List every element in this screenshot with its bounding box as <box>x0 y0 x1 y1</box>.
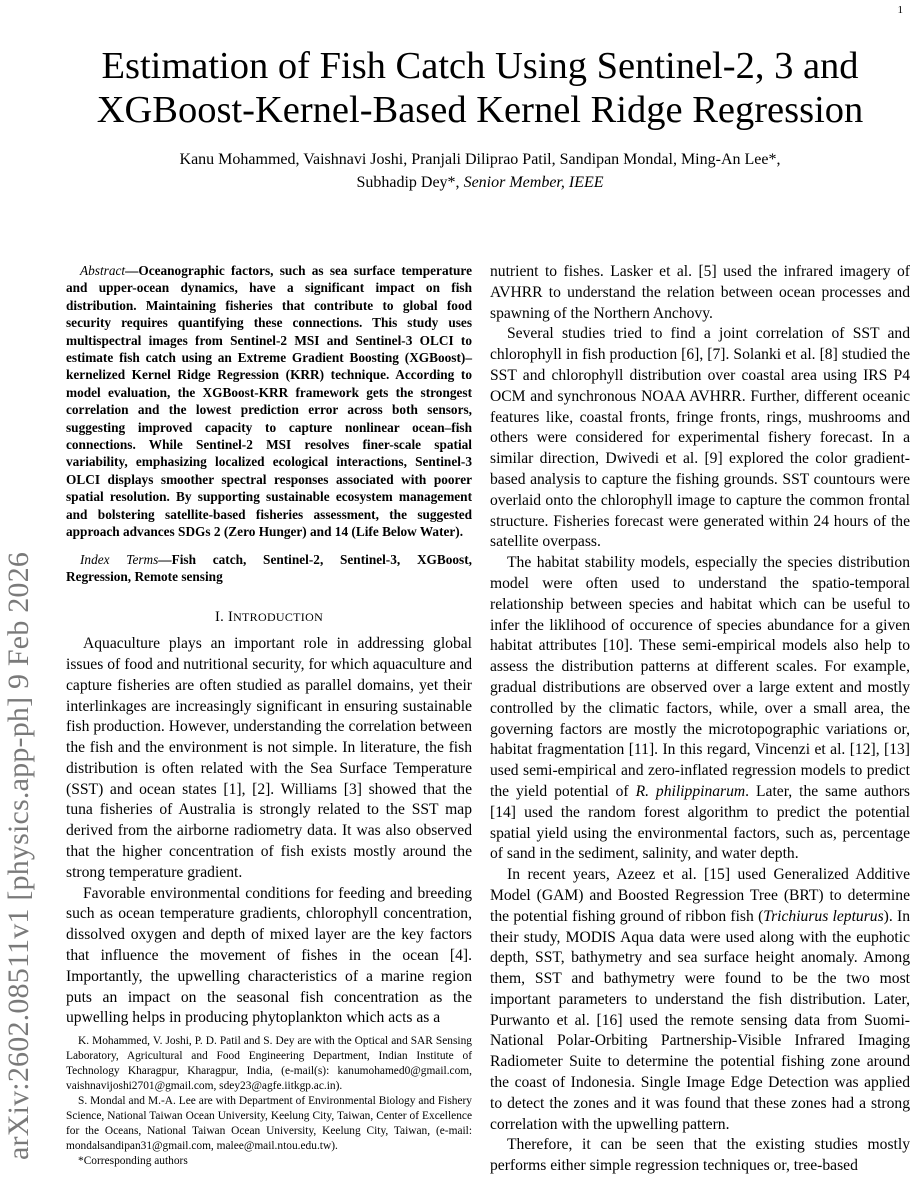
section-first-letter: I <box>227 609 234 626</box>
index-terms <box>66 551 472 586</box>
species-name-philippinarum: R. philippinarum <box>635 782 746 800</box>
arxiv-identifier-stamp[interactable]: arXiv:2602.08511v1 [physics.app-ph] 9 Feb 2026 <box>2 551 35 1160</box>
intro-paragraph-1: Aquaculture plays an important role in addressing global issues of food and nutritional security, for which aquaculture and capture fisheries are often studied as parallel domains, yet their interlinkages are increasingly significant in ensuring sustainable fish production. However, understanding the correlation between the fish and the environment is not simple. In literature, the fish distribution is often related with the Sea Surface Temperature (SST) and ocean states [1], [2]. Williams [3] showed that the tuna fisheries of Australia is strongly related to the SST map derived from the airborne radiometry data. It was also observed that the higher concentration of fish exists mostly around the strong temperature gradient. <box>66 635 472 881</box>
footnotes <box>66 1034 472 1169</box>
section-heading-introduction <box>66 607 472 628</box>
footnote-corresponding: *Corresponding authors <box>78 1155 188 1167</box>
authors-line-1: Kanu Mohammed, Vaishnavi Joshi, Pranjali Diliprao Patil, Sandipan Mondal, Ming-An Lee*, <box>179 151 781 168</box>
paper-title <box>0 44 911 132</box>
section-number: I. <box>214 609 228 626</box>
left-column <box>66 262 472 1029</box>
right-paragraph-3-a: The habitat stability models, especially the species distribution model were often used to understand the spatio-temporal relationship between species and habitat which can be useful to infer the liklihood of occurence of species abundance for a given habitat attributes [10]. These semi-empirical models also help to assess the distribution patterns at different scales. For example, gradual distributions are observed over a large extent and mostly controlled by the climatic factors, while, over a small area, the governing factors are mostly the microtopographic variations or, habitat fragmentation [11]. In this regard, Vincenzi et al. [12], [13] used semi-empirical and zero-inflated regression models to predict the yield potential of <box>490 554 910 800</box>
abstract <box>66 262 472 541</box>
right-paragraph-4-a: In recent years, Azeez et al. [15] used Generalized Additive Model (GAM) and Boosted Regression Tree (BRT) to determine the potential fishing ground of ribbon fish ( <box>490 866 910 925</box>
right-paragraph-4-b: ). In their study, MODIS Aqua data were used along with the euphotic depth, SST, bathymetry and sea surface height anomaly. Among them, SST and bathymetry were found to be the two most important parameters to understand the fish distribution. Later, Purwanto et al. [16] used the remote sensing data from Suomi-National Polar-Orbiting Partnership-Visible Infrared Imaging Radiometer Suite to determine the potential fishing zone around the coast of Indonesia. Single Image Edge Detection was applied to detect the zones and it was found that these zones had a strong correlation with the upwelling pattern. <box>490 907 910 1133</box>
footnote-affiliation-1: K. Mohammed, V. Joshi, P. D. Patil and S. Dey are with the Optical and SAR Sensing Laboratory, Agricultural and Food Engineering Department, Indian Institute of Technology Kharagpur, Kharagpur, India, (e-mail(s): kanumohamed0@gmail.com, vaishnavijoshi2701@gmail.com, sdey23@agfe.iitkgp.ac.in). <box>66 1035 472 1092</box>
right-column <box>490 262 910 1177</box>
right-paragraph-4 <box>490 865 910 1135</box>
abstract-text: —Oceanographic factors, such as sea surface temperature and upper-ocean dynamics, have a significant impact on fish distribution. Maintaining fisheries that contribute to global food security requires quantifying these connections. This study uses multispectral images from Sentinel-2 MSI and Sentinel-3 OLCI to estimate fish catch using an Extreme Gradient Boosting (XGBoost)–kernelized Kernel Ridge Regression (KRR) technique. According to model evaluation, the XGBoost-KRR framework gets the strongest correlation and the lowest prediction error across both sensors, suggesting improved capacity to capture nonlinear ocean–fish connections. While Sentinel-2 MSI resolves finer-scale spatial variability, emphasizing localized ecological interactions, Sentinel-3 OLCI displays smoother spectral responses associated with poorer spatial resolution. By supporting sustainable ecosystem management and bolstering satellite-based fisheries assessment, the suggested approach advances SDGs 2 (Zero Hunger) and 14 (Life Below Water). <box>66 263 472 540</box>
author-list <box>0 148 911 194</box>
right-paragraph-5: Therefore, it can be seen that the existing studies mostly performs either simple regression techniques or, tree-based <box>490 1136 910 1175</box>
species-name-trichiurus: Trichiurus lepturus <box>763 907 884 925</box>
section-title-rest: NTRODUCTION <box>233 610 324 625</box>
page-number: 1 <box>897 4 903 16</box>
index-terms-text: —Fish catch, Sentinel-2, Sentinel-3, XGBoost, Regression, Remote sensing <box>66 551 472 584</box>
authors-line-2-role: Senior Member, IEEE <box>463 174 604 191</box>
abstract-label: Abstract <box>80 263 126 278</box>
right-paragraph-3 <box>490 553 910 865</box>
intro-paragraph-2: Favorable environmental conditions for feeding and breeding such as ocean temperature gradients, chlorophyll concentration, dissolved oxygen and depth of mixed layer are the key factors that influence the movement of fishes in the ocean [4]. Importantly, the upwelling characteristics of a marine region puts an impact on the seasonal fish concentration as the upwelling helps in producing phytoplankton which acts as a <box>66 884 472 1027</box>
footnote-affiliation-2: S. Mondal and M.-A. Lee are with Department of Environmental Biology and Fishery Science, National Taiwan Ocean University, Keelung City, Taiwan, Center of Excellence for the Oceans, National Taiwan Ocean University, Keelung City, Taiwan, (e-mail: mondalsandipan31@gmail.com, malee@mail.ntou.edu.tw). <box>66 1095 472 1152</box>
index-terms-label: Index Terms <box>80 551 159 567</box>
right-paragraph-3-b: . Later, the same authors [14] used the random forest algorithm to predict the potential spatial yield using the environmental factors, such as, percentage of sand in the sediment, salinity, and water depth. <box>490 782 911 863</box>
title-line-1: Estimation of Fish Catch Using Sentinel-2, 3 and <box>101 45 859 87</box>
authors-line-2-name: Subhadip Dey*, <box>356 174 464 191</box>
right-paragraph-2: Several studies tried to find a joint correlation of SST and chlorophyll in fish production [6], [7]. Solanki et al. [8] studied the SST and chlorophyll distribution over coastal area using IRS P4 OCM and synchronous NOAA AVHRR. Further, different oceanic features like, coastal fronts, fringe fronts, rings, mushrooms and others were considered for experimental fishery forecast. In a similar direction, Dwivedi et al. [9] explored the color gradient-based analysis to capture the fishing grounds. SST countours were overlaid onto the chlorophyll image to capture the common frontal structure. Fisheries forecast were generated within 24 hours of the satellite overpass. <box>490 325 910 551</box>
right-paragraph-1: nutrient to fishes. Lasker et al. [5] used the infrared imagery of AVHRR to understand the relation between ocean processes and spawning of the Northern Anchovy. <box>490 263 910 322</box>
title-line-2: XGBoost-Kernel-Based Kernel Ridge Regression <box>96 89 864 131</box>
